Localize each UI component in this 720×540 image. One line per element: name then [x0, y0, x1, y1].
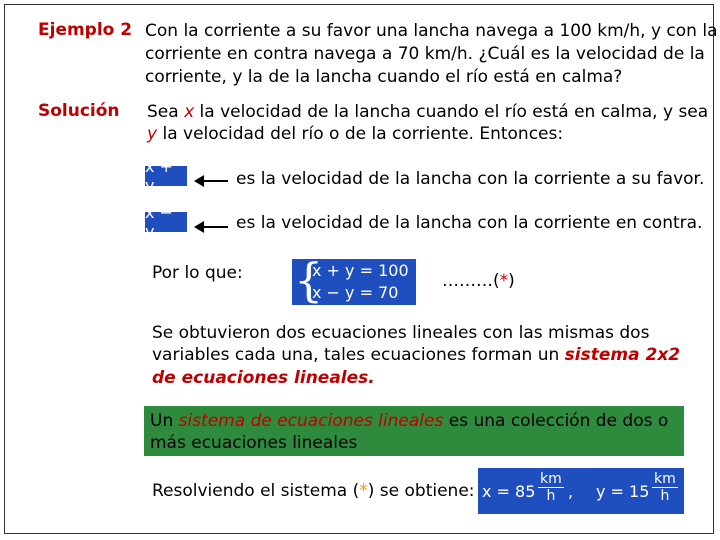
brace-icon: {: [294, 253, 324, 307]
obs-line-1: Se obtuvieron dos ecuaciones lineales con las mismas dos: [152, 323, 650, 343]
obs-line-2: variables cada una, tales ecuaciones forman un sistema 2x2: [152, 345, 681, 365]
equation-tag: ………(*): [442, 271, 515, 291]
unit-fraction-y: $\frac{km}{h}$: [654, 471, 676, 504]
definition-line-1: Un sistema de ecuaciones lineales es una colección de dos o: [150, 411, 669, 431]
expr1-text: es la velocidad de la lancha con la corriente a su favor.: [236, 169, 705, 189]
equation-2: x − y = 70: [312, 283, 399, 302]
solution-label: Solución: [38, 101, 120, 121]
example-line-3: corriente, y la de la lancha cuando el río está en calma?: [145, 67, 623, 87]
example-label: Ejemplo 2: [38, 20, 133, 40]
result-intro: Resolviendo el sistema (*) se obtiene:: [152, 481, 475, 501]
solution-line-2: y la velocidad del río o de la corriente. Entonces:: [147, 124, 564, 144]
arrow-left-icon: [196, 180, 228, 182]
arrow-left-icon: [196, 226, 228, 228]
obs-line-3: de ecuaciones lineales.: [152, 368, 375, 388]
result-box: x = 85 $\frac{km}{h}$ , y = 15 $\frac{km}{h}$: [478, 468, 684, 514]
solution-line-1: Sea x la velocidad de la lancha cuando el río está en calma, y sea: [147, 102, 709, 122]
result-x: x = 85: [482, 482, 536, 501]
expr2-text: es la velocidad de la lancha con la corriente en contra.: [236, 213, 703, 233]
example-line-1: Con la corriente a su favor una lancha navega a 100 km/h, y con la: [145, 21, 718, 41]
unit-fraction-x: $\frac{km}{h}$: [540, 471, 562, 504]
system-intro: Por lo que:: [152, 263, 243, 283]
result-y: y = 15: [596, 482, 650, 501]
definition-line-2: más ecuaciones lineales: [150, 433, 358, 453]
expr-x-plus-y: x + y: [145, 166, 187, 186]
equation-1: x + y = 100: [312, 261, 409, 280]
equation-system: [292, 253, 416, 307]
expr-x-minus-y: x − y: [145, 212, 187, 232]
example-line-2: corriente en contra navega a 70 km/h. ¿Cuál es la velocidad de la: [145, 44, 705, 64]
